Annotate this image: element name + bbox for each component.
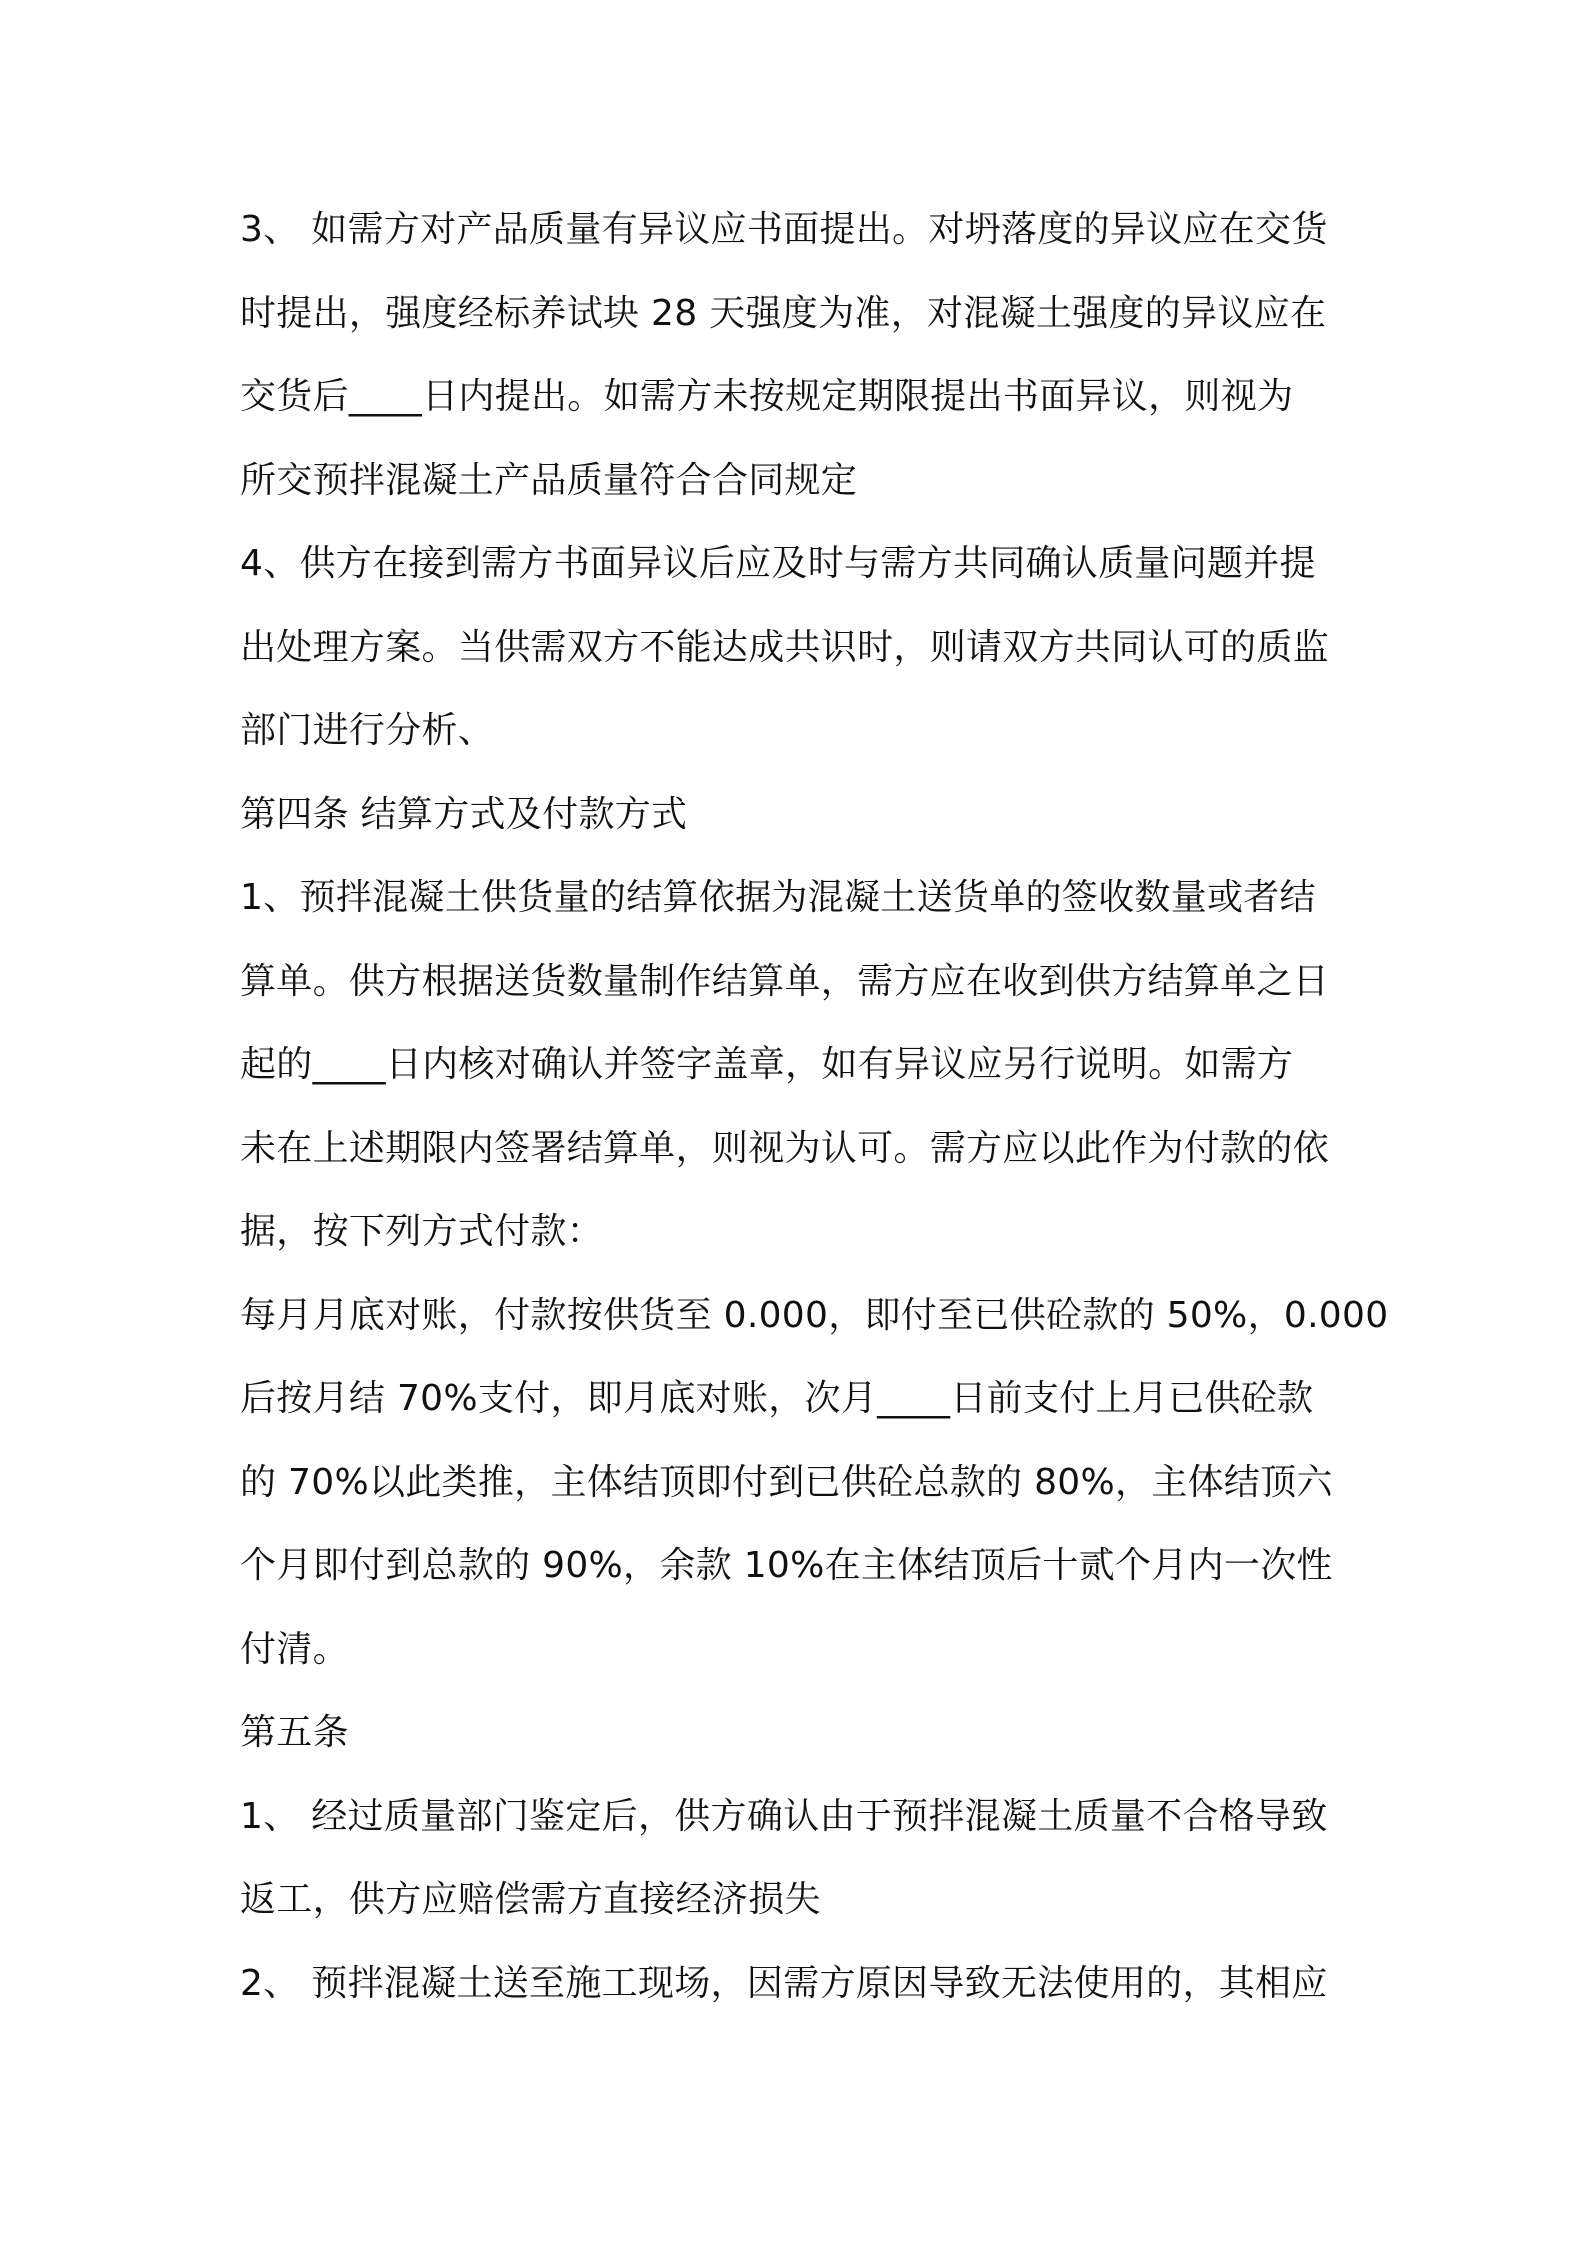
text-line: 部门进行分析、 [240,710,495,751]
text-line: 起的____日内核对确认并签字盖章，如有异议应另行说明。如需方 [240,1044,1294,1085]
text-line: 返工，供方应赔偿需方直接经济损失 [240,1879,821,1920]
text-line: 3、 如需方对产品质量有异议应书面提出。对坍落度的异议应在交货 [240,209,1328,250]
text-line: 后按月结 70%支付，即月底对账，次月____日前支付上月已供砼款 [240,1378,1314,1419]
text-line: 所交预拌混凝土产品质量符合合同规定 [240,459,858,501]
text-line: 的 70%以此类推，主体结顶即付到已供砼总款的 80%，主体结顶六 [240,1461,1333,1503]
section-heading: 第五条 [240,1712,349,1753]
document-page [240,188,1389,2025]
text-line: 付清。 [240,1628,349,1670]
text-line: 1、 经过质量部门鉴定后，供方确认由于预拌混凝土质量不合格导致 [240,1795,1328,1837]
text-line: 1、预拌混凝土供货量的结算依据为混凝土送货单的签收数量或者结 [240,877,1316,918]
text-line: 出处理方案。当供需双方不能达成共识时，则请双方共同认可的质监 [240,626,1330,668]
text-line: 时提出，强度经标养试块 28 天强度为准，对混凝土强度的异议应在 [240,292,1327,334]
section-heading: 第四条 结算方式及付款方式 [240,793,688,835]
text-line: 4、供方在接到需方书面异议后应及时与需方共同确认质量问题并提 [240,543,1316,584]
text-line: 2、 预拌混凝土送至施工现场，因需方原因导致无法使用的，其相应 [240,1962,1328,2004]
text-line: 算单。供方根据送货数量制作结算单，需方应在收到供方结算单之日 [240,960,1330,1002]
text-line: 个月即付到总款的 90%，余款 10%在主体结顶后十贰个月内一次性 [240,1545,1333,1586]
text-line: 交货后____日内提出。如需方未按规定期限提出书面异议，则视为 [240,376,1294,417]
text-line: 每月月底对账，付款按供货至 0.000，即付至已供砼款的 50%，0.000 [240,1294,1389,1336]
text-line: 未在上述期限内签署结算单，则视为认可。需方应以此作为付款的依 [240,1127,1330,1169]
text-line: 据，按下列方式付款： [240,1211,604,1252]
